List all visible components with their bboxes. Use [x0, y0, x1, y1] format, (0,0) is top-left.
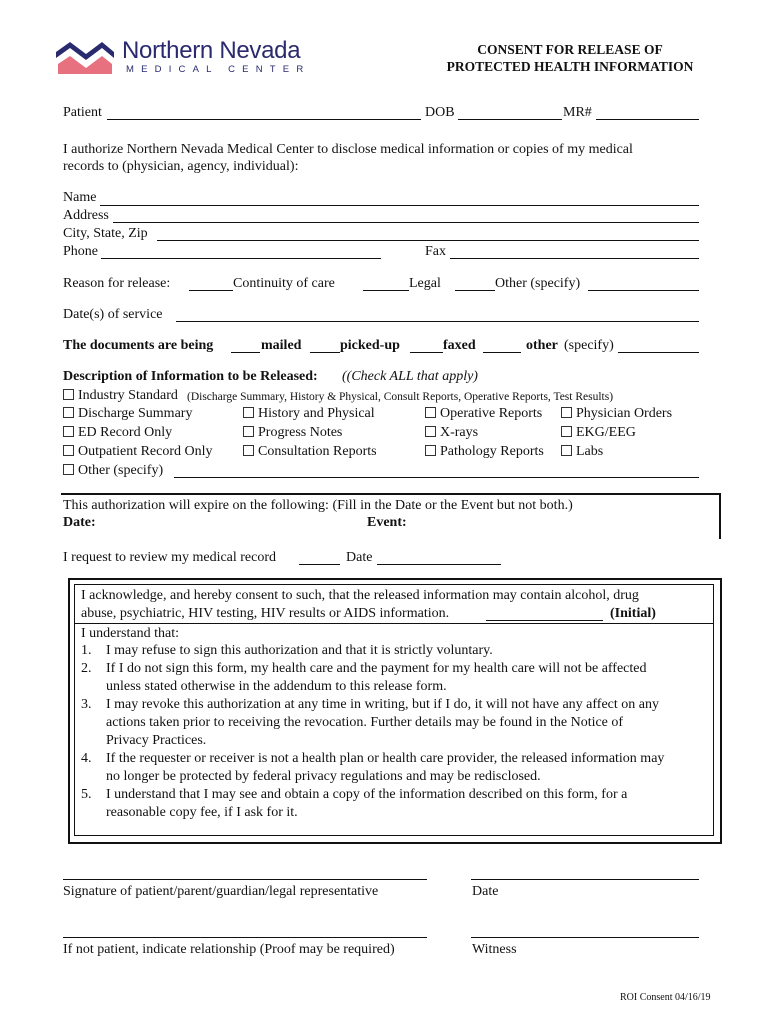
record-type-label: Progress Notes — [258, 425, 343, 440]
logo — [56, 38, 326, 82]
record-type-checkbox[interactable] — [63, 425, 172, 441]
other-info-field[interactable] — [174, 477, 699, 478]
review-blank[interactable] — [299, 564, 340, 565]
expiration-text: This authorization will expire on the following: (Fill in the Date or the Event but not both.) — [63, 498, 573, 513]
record-type-checkbox[interactable] — [243, 425, 342, 441]
reason-label: Reason for release: — [63, 276, 171, 291]
point-number: 4. — [81, 751, 92, 766]
record-type-label: Operative Reports — [440, 406, 543, 421]
acknowledgement-divider — [74, 623, 714, 624]
checkbox-icon — [425, 426, 436, 437]
city-label: City, State, Zip — [63, 226, 148, 241]
phone-field[interactable] — [101, 258, 381, 259]
review-date-label: Date — [346, 550, 373, 565]
record-type-checkbox[interactable] — [425, 425, 478, 441]
dates-service-field[interactable] — [176, 321, 699, 322]
point-number: 2. — [81, 661, 92, 676]
other-info-checkbox[interactable] — [63, 463, 163, 479]
city-field[interactable] — [157, 240, 699, 241]
other-doc-blank[interactable] — [483, 352, 521, 353]
dob-label: DOB — [425, 105, 455, 120]
description-note: ((Check ALL that apply) — [342, 369, 478, 384]
patient-field[interactable] — [107, 119, 421, 120]
legal-option: Legal — [409, 276, 441, 291]
point-number: 1. — [81, 643, 92, 658]
expiration-date-label[interactable]: Date: — [63, 515, 96, 530]
address-label: Address — [63, 208, 109, 223]
initial-label: (Initial) — [610, 606, 656, 621]
signature-line[interactable] — [63, 879, 427, 880]
record-type-checkbox[interactable] — [561, 406, 672, 422]
point-text: I understand that I may see and obtain a copy of the information described on this form, for a — [106, 787, 628, 802]
signature-date-label: Date — [472, 884, 499, 899]
witness-label: Witness — [472, 942, 517, 957]
record-type-label: Physician Orders — [576, 406, 673, 421]
signature-label: Signature of patient/parent/guardian/legal representative — [63, 884, 379, 899]
other-info-label: Other (specify) — [78, 463, 164, 478]
picked-blank[interactable] — [310, 352, 340, 353]
record-type-checkbox[interactable] — [63, 406, 192, 422]
checkbox-icon — [561, 445, 572, 456]
initial-field[interactable] — [486, 620, 603, 621]
checkbox-icon — [63, 389, 74, 400]
form-title-line1: CONSENT FOR RELEASE OF — [477, 42, 663, 57]
other-reason-blank[interactable] — [455, 290, 495, 291]
dates-service-label: Date(s) of service — [63, 307, 163, 322]
logo-name: Northern Nevada — [122, 37, 301, 64]
checkbox-icon — [63, 445, 74, 456]
faxed-option: faxed — [443, 338, 476, 353]
record-type-checkbox[interactable] — [561, 425, 636, 441]
mailed-option: mailed — [261, 338, 302, 353]
relationship-label: If not patient, indicate relationship (Proof may be required) — [63, 942, 395, 957]
point-text: I may refuse to sign this authorization and that it is strictly voluntary. — [106, 643, 493, 658]
signature-date-line[interactable] — [471, 879, 699, 880]
record-type-checkbox[interactable] — [425, 444, 544, 460]
fax-label: Fax — [425, 244, 446, 259]
name-field[interactable] — [100, 205, 699, 206]
relationship-line[interactable] — [63, 937, 427, 938]
record-type-checkbox[interactable] — [243, 444, 377, 460]
legal-blank[interactable] — [363, 290, 409, 291]
witness-line[interactable] — [471, 937, 699, 938]
expiration-event-label[interactable]: Event: — [367, 515, 407, 530]
checkbox-icon — [561, 407, 572, 418]
acknowledge-text-1: I acknowledge, and hereby consent to such, that the released information may contain alcohol, drug — [81, 588, 639, 603]
record-type-label: X-rays — [440, 425, 479, 440]
point-text: actions taken prior to receiving the revocation. Further details may be found in the Notice of — [106, 715, 624, 730]
description-label: Description of Information to be Released: — [63, 369, 318, 384]
checkbox-icon — [63, 407, 74, 418]
record-type-checkbox[interactable] — [425, 406, 542, 422]
form-version: ROI Consent 04/16/19 — [620, 992, 711, 1003]
checkbox-icon — [243, 445, 254, 456]
dob-field[interactable] — [458, 119, 562, 120]
mr-field[interactable] — [596, 119, 699, 120]
record-type-label: Discharge Summary — [78, 406, 193, 421]
picked-option: picked-up — [340, 338, 400, 353]
record-type-label: Pathology Reports — [440, 444, 544, 459]
other-reason-field[interactable] — [588, 290, 699, 291]
other-doc-option: other — [526, 338, 558, 353]
patient-label: Patient — [63, 105, 102, 120]
acknowledge-text-2: abuse, psychiatric, HIV testing, HIV results or AIDS information. — [81, 606, 450, 621]
checkbox-icon — [425, 445, 436, 456]
record-type-checkbox[interactable] — [561, 444, 603, 460]
industry-standard-label: Industry Standard — [78, 388, 178, 403]
checkbox-icon — [243, 407, 254, 418]
point-text: I may revoke this authorization at any time in writing, but if I do, it will not have any affect on any — [106, 697, 659, 712]
mailed-blank[interactable] — [231, 352, 260, 353]
record-type-label: EKG/EEG — [576, 425, 636, 440]
form-title-line2: PROTECTED HEALTH INFORMATION — [446, 59, 694, 74]
record-type-checkbox[interactable] — [243, 406, 375, 422]
record-type-label: History and Physical — [258, 406, 375, 421]
record-type-label: Labs — [576, 444, 604, 459]
review-text: I request to review my medical record — [63, 550, 277, 565]
record-type-label: Consultation Reports — [258, 444, 377, 459]
faxed-blank[interactable] — [410, 352, 443, 353]
point-text: reasonable copy fee, if I ask for it. — [106, 805, 298, 820]
checkbox-icon — [63, 426, 74, 437]
fax-field[interactable] — [450, 258, 699, 259]
phone-label: Phone — [63, 244, 98, 259]
point-number: 3. — [81, 697, 92, 712]
point-text: Privacy Practices. — [106, 733, 207, 748]
checkbox-icon — [63, 464, 74, 475]
checkbox-icon — [243, 426, 254, 437]
record-type-label: ED Record Only — [78, 425, 173, 440]
point-text: unless stated otherwise in the addendum to this release form. — [106, 679, 447, 694]
review-date-field[interactable] — [377, 564, 501, 565]
logo-subtitle: MEDICAL CENTER — [126, 64, 311, 75]
industry-standard-checkbox[interactable] — [63, 388, 178, 404]
point-number: 5. — [81, 787, 92, 802]
record-type-label: Outpatient Record Only — [78, 444, 213, 459]
checkbox-icon — [425, 407, 436, 418]
logo-mark-icon — [56, 38, 114, 78]
other-doc-field[interactable] — [618, 352, 699, 353]
continuity-option: Continuity of care — [233, 276, 335, 291]
checkbox-icon — [561, 426, 572, 437]
mr-label: MR# — [563, 105, 592, 120]
authorize-text-2: records to (physician, agency, individual): — [63, 159, 299, 174]
understand-label: I understand that: — [81, 626, 179, 641]
industry-standard-note: (Discharge Summary, History & Physical, Consult Reports, Operative Reports, Test Results) — [187, 391, 614, 403]
address-field[interactable] — [113, 222, 699, 223]
other-reason-option: Other (specify) — [495, 276, 581, 291]
other-doc-specify: (specify) — [564, 338, 614, 353]
point-text: If I do not sign this form, my health care and the payment for my health care will not be affected — [106, 661, 647, 676]
record-type-checkbox[interactable] — [63, 444, 213, 460]
point-text: If the requester or receiver is not a health plan or health care provider, the released information may — [106, 751, 665, 766]
name-label: Name — [63, 190, 97, 205]
continuity-blank[interactable] — [189, 290, 233, 291]
authorize-text-1: I authorize Northern Nevada Medical Center to disclose medical information or copies of my medical — [63, 142, 633, 157]
documents-label: The documents are being — [63, 338, 214, 353]
point-text: no longer be protected by federal privacy regulations and may be redisclosed. — [106, 769, 541, 784]
